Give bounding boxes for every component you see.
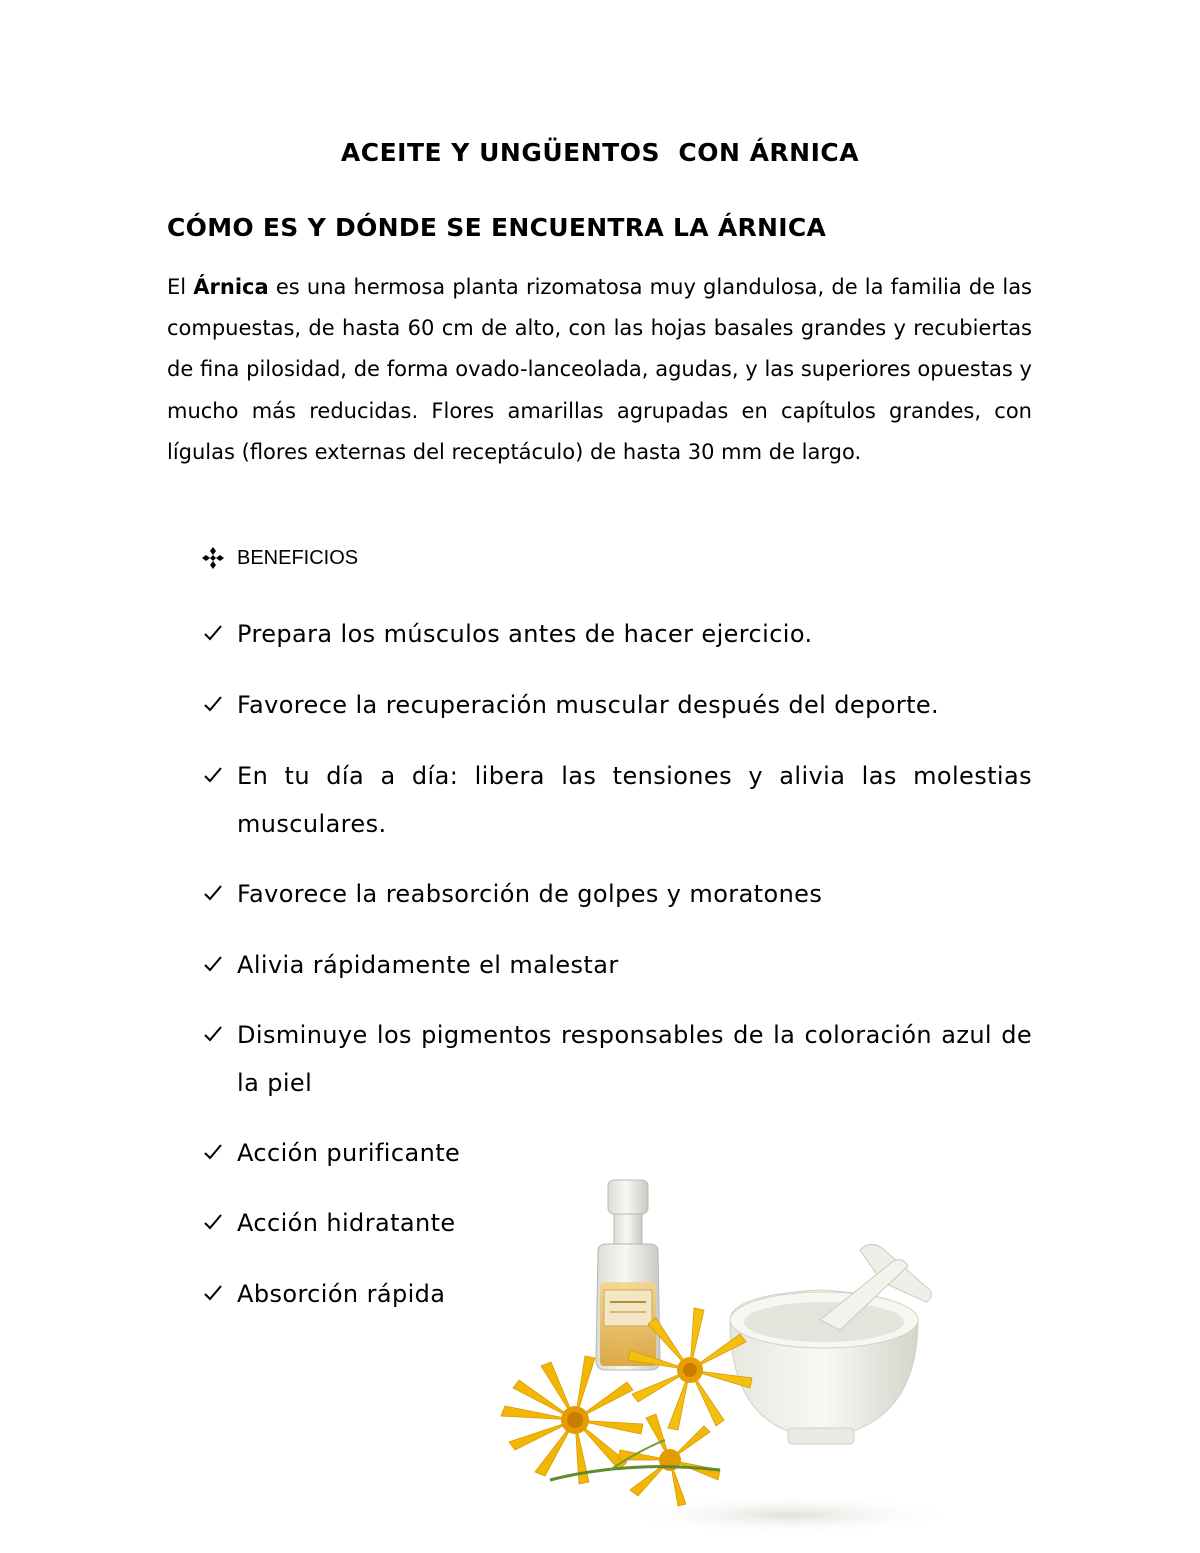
oil-bottle (596, 1180, 660, 1370)
section-heading: CÓMO ES Y DÓNDE SE ENCUENTRA LA ÁRNICA (167, 213, 827, 242)
benefit-text: Absorción rápida (237, 1280, 446, 1308)
intro-bold-term: Árnica (193, 275, 269, 299)
benefit-item-3 (201, 752, 1032, 848)
check-icon (201, 1270, 225, 1318)
check-icon (201, 1011, 225, 1059)
benefit-item-2 (201, 681, 1032, 729)
arnica-oil-illustration (490, 1170, 970, 1540)
benefit-text: Alivia rápidamente el malestar (237, 951, 619, 979)
check-icon (201, 681, 225, 729)
benefit-text: Acción hidratante (237, 1209, 456, 1237)
document-title: ACEITE Y UNGÜENTOS CON ÁRNICA (340, 138, 860, 167)
check-icon (201, 1199, 225, 1247)
benefit-item-1 (201, 610, 1032, 658)
benefit-text: Favorece la recuperación muscular después del deporte. (237, 691, 940, 719)
benefits-heading (201, 546, 358, 570)
benefit-text: Prepara los músculos antes de hacer ejercicio. (237, 620, 813, 648)
benefit-text: En tu día a día: libera las tensiones y alivia las molestias musculares. (237, 762, 1032, 838)
benefits-label: BENEFICIOS (237, 546, 359, 569)
check-icon (201, 610, 225, 658)
intro-text: es una hermosa planta rizomatosa muy glandulosa, de la familia de las compuestas, de hasta 60 cm de alto, con las hojas basales grandes y recubiertas de fina pilosidad, de forma ovado-lanceolada, agudas, y las superiores opuestas y mucho más reducidas. Flores amarillas agrupadas en capítulos grandes, con lígulas (flores externas del receptáculo) de hasta 30 mm de largo. (167, 275, 1033, 464)
benefit-item-6 (201, 1011, 1032, 1107)
check-icon (201, 752, 225, 800)
intro-paragraph (167, 267, 1032, 473)
check-icon (201, 1129, 225, 1177)
benefit-text: Favorece la reabsorción de golpes y moratones (237, 880, 823, 908)
benefit-item-5 (201, 941, 1032, 989)
mortar-and-pestle (730, 1244, 931, 1444)
intro-prefix: El (167, 275, 194, 299)
check-icon (201, 870, 225, 918)
diamond-bullet-icon (201, 546, 225, 570)
benefit-text: Disminuye los pigmentos responsables de la coloración azul de la piel (237, 1021, 1032, 1097)
benefit-text: Acción purificante (237, 1139, 461, 1167)
benefit-item-4 (201, 870, 1032, 918)
check-icon (201, 941, 225, 989)
